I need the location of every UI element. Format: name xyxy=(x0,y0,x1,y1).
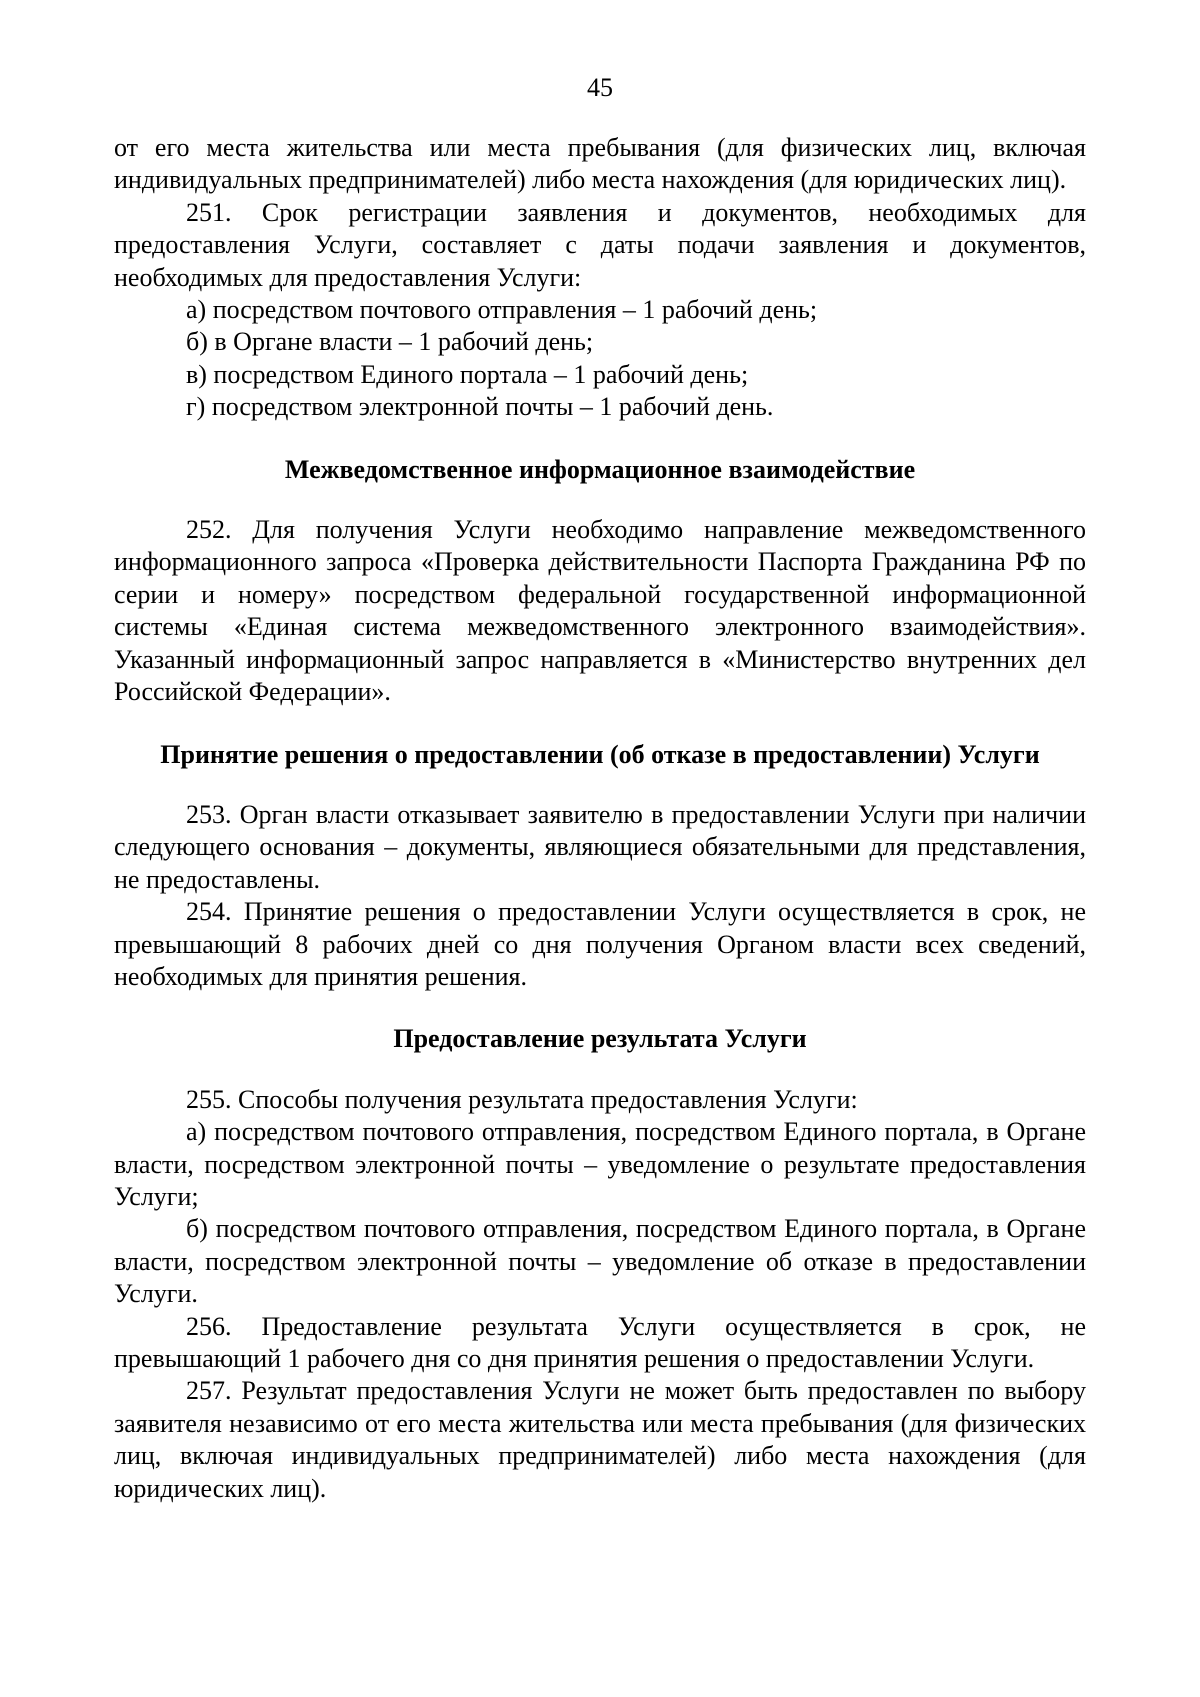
spacer xyxy=(114,424,1086,454)
section-heading-decision: Принятие решения о предоставлении (об отказе в предоставлении) Услуги xyxy=(160,739,1040,769)
list-item-251b: б) в Органе власти – 1 рабочий день; xyxy=(186,327,594,357)
section-heading-result: Предоставление результата Услуги xyxy=(393,1024,807,1054)
paragraph-251: 251. Срок регистрации заявления и документов, необходимых для предоставления Услуги, составляет с даты подачи заявления и документов, необходимых для предоставления Услуги: xyxy=(114,197,1086,292)
spacer xyxy=(114,993,1086,1023)
page-number: 45 xyxy=(587,73,613,102)
paragraph-254: 254. Принятие решения о предоставлении Услуги осуществляется в срок, не превышающий 8 рабочих дней со дня получения Органом власти всех сведений, необходимых для принятия решения. xyxy=(114,897,1086,991)
paragraph-256: 256. Предоставление результата Услуги осуществляется в срок, не превышающий 1 рабочего дня со дня принятия решения о предоставлении Услуги. xyxy=(114,1311,1086,1373)
list-item-251a: а) посредством почтового отправления – 1 рабочий день; xyxy=(186,295,818,325)
spacer xyxy=(114,486,1086,514)
list-item-251c: в) посредством Единого портала – 1 рабочий день; xyxy=(186,359,749,389)
list-item-251d: г) посредством электронной почты – 1 рабочий день. xyxy=(186,392,774,422)
paragraph-253: 253. Орган власти отказывает заявителю в предоставлении Услуги при наличии следующего основания – документы, являющиеся обязательными для представления, не предоставлены. xyxy=(114,799,1086,894)
list-item-255a: а) посредством почтового отправления, посредством Единого портала, в Органе власти, посредством электронной почты – уведомление о результате предоставления Услуги; xyxy=(114,1117,1086,1211)
spacer xyxy=(114,1056,1086,1084)
list-item-255b: б) посредством почтового отправления, посредством Единого портала, в Органе власти, посредством электронной почты – уведомление об отказе в предоставлении Услуги. xyxy=(114,1214,1086,1309)
paragraph-257: 257. Результат предоставления Услуги не может быть предоставлен по выбору заявителя независимо от его места жительства или места пребывания (для физических лиц, включая индивидуальных предпринимателей) либо места нахождения (для юридических лиц). xyxy=(114,1376,1086,1503)
paragraph-continuation: от его места жительства или места пребывания (для физических лиц, включая индивидуальных предпринимателей) либо места нахождения (для юридических лиц). xyxy=(114,133,1086,195)
section-heading-interagency: Межведомственное информационное взаимодействие xyxy=(284,454,916,484)
spacer xyxy=(114,771,1086,799)
paragraph-252: 252. Для получения Услуги необходимо направление межведомственного информационного запроса «Проверка действительности Паспорта Гражданина РФ по серии и номеру» посредством федеральной государственной информационной системы «Единая система межведомственного электронного взаимодействия». Указанный информационный запрос направляется в «Министерство внутренних дел Российской Федерации». xyxy=(114,515,1086,707)
document-body xyxy=(114,132,1086,1505)
paragraph-255: 255. Способы получения результата предоставления Услуги: xyxy=(186,1084,858,1114)
spacer xyxy=(114,709,1086,739)
